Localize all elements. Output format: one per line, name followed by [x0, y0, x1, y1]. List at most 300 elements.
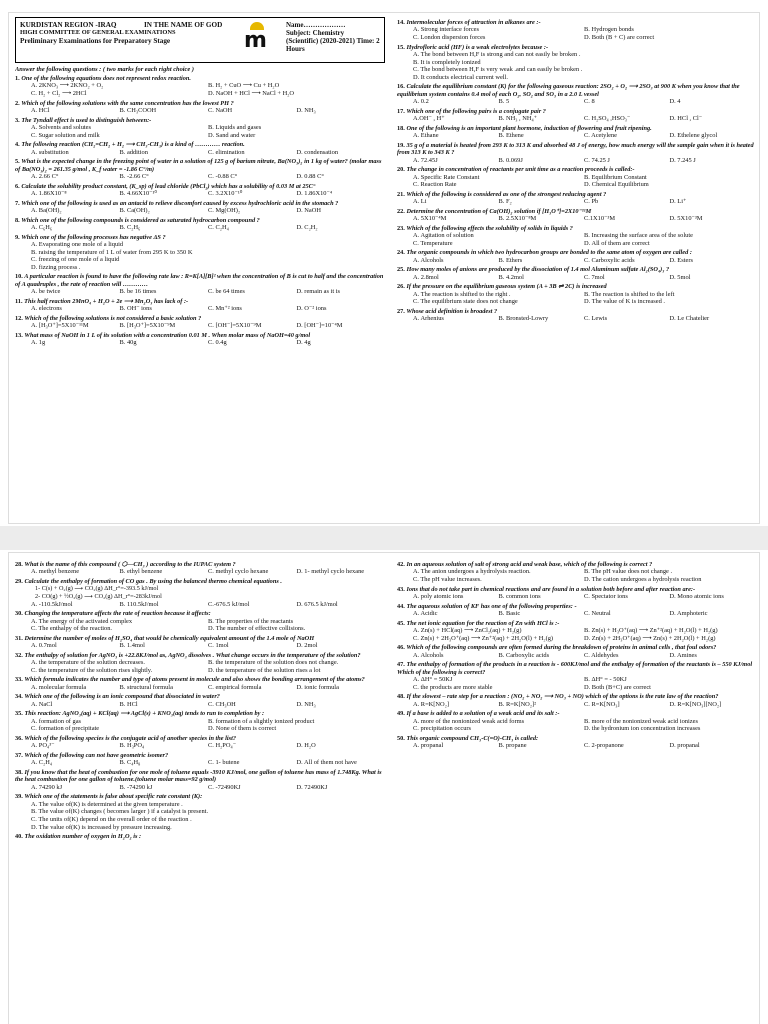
- answer-options: [397, 274, 755, 282]
- answer-option: B. common ions: [498, 593, 541, 600]
- question: [15, 75, 385, 98]
- answer-option: D. Esters: [669, 256, 693, 264]
- answer-option: D. All of them are correct: [584, 239, 650, 247]
- answer-option: A. 72.45J: [413, 156, 438, 164]
- question: [15, 676, 385, 691]
- answer-option: D. NaOH: [296, 207, 321, 214]
- question-text: [397, 586, 755, 593]
- answer-option: D. 4g: [296, 339, 311, 347]
- question-prompt: Determine the concentration of Ca(OH)₂ solution if [H₃O⁺]=2X10⁻¹¹M: [406, 207, 592, 215]
- question-text: [15, 141, 385, 148]
- question-text: [397, 308, 755, 315]
- question-text: [397, 693, 755, 700]
- answer-option: C. The units of(K) depend on the overall order of the reaction .: [31, 815, 192, 823]
- answer-option: B. H₂ + CuO ⟶ Cu + H₂O: [208, 82, 280, 90]
- question: [15, 100, 385, 115]
- answer-option: C. formation of precipitate: [31, 725, 100, 733]
- question-text: [397, 44, 755, 51]
- answer-option: B. Ethene: [498, 132, 524, 140]
- question-text: [15, 273, 385, 288]
- answer-options: [397, 198, 755, 206]
- question-number: 45.: [397, 619, 405, 627]
- answer-option: A. 5X10⁻⁴M: [413, 215, 447, 223]
- answer-option: C.1X10⁻³M: [584, 215, 616, 223]
- answer-option: A. Acidic: [413, 610, 438, 617]
- answer-option: C. NaOH: [208, 107, 233, 114]
- answer-options: [15, 322, 385, 330]
- question-prompt: Which formula indicates the number and type of atoms present in molecule and also shows the bonding arrangement of the atoms?: [24, 676, 365, 684]
- answer-option: C. London dispersion forces: [413, 34, 486, 41]
- answer-option: A. -110.5kJ/mol: [31, 600, 73, 608]
- question-prompt: Which one of the statements is false about specific rate constant (K):: [24, 793, 203, 801]
- answer-option: B. raising the temperature of 1 L of water from 295 K to 350 K: [31, 248, 193, 256]
- question-number: 22.: [397, 207, 405, 215]
- question-prompt: A particular reaction is found to have the following rate law : R=K[A][B]² when the concentration of B is cut to half and the concentration of A quadruples , the rate of reaction will …………: [15, 273, 384, 288]
- answer-option: B. The properties of the reactants: [208, 617, 294, 625]
- answer-option: B. ΔH° = - 50KJ: [584, 676, 627, 683]
- answer-option: A. Zn(s) + HCl(aq) ⟶ ZnCl₂(aq) + H₂(g): [413, 627, 522, 634]
- answer-options: [397, 157, 755, 165]
- answer-option: A. The value of(K) is determined at the given temperature .: [31, 800, 183, 808]
- question-prompt: If the pressure on the equilibrium gaseous system (A + 3B ⇌ 2C) is increased: [406, 283, 607, 291]
- answer-option: B. Zn(s) + H₃O⁺(aq) ⟶ Zn⁺²(aq) + H₂O(l) + H₂(g): [584, 627, 718, 634]
- question-text: [397, 735, 755, 742]
- question: [15, 315, 385, 330]
- question-text: [15, 833, 385, 840]
- answer-option: A. Specific Rate Constant: [413, 173, 480, 181]
- question-prompt: Which of the following solutions is not considered a basic solution ?: [24, 314, 202, 322]
- question-number: 37.: [15, 751, 23, 759]
- answer-option: A. poly atomic ions: [413, 593, 464, 600]
- answer-option: A. be twice: [31, 288, 61, 296]
- question: [397, 283, 755, 306]
- answer-option: A. ΔH° = 50KJ: [413, 676, 453, 683]
- answer-option: A. molecular formula: [31, 683, 87, 691]
- answer-option: A. 1g: [31, 339, 46, 347]
- answer-option: D. 1.86X10⁻⁴: [296, 190, 333, 197]
- answer-options: [15, 288, 385, 296]
- question-number: 29.: [15, 578, 23, 585]
- answer-options: [397, 568, 755, 583]
- answer-options: [397, 132, 755, 140]
- answer-option: B. Ca(OH)₂: [119, 207, 150, 214]
- answer-option: A. Solvents and solutes: [31, 124, 91, 131]
- answer-options: [397, 257, 755, 265]
- page-gap: [0, 526, 768, 550]
- question-text: [15, 769, 385, 784]
- answer-options: [15, 718, 385, 733]
- answer-options: [15, 149, 385, 157]
- answer-option: A. the temperature of the solution decreases.: [31, 659, 145, 667]
- year-time-label: (Scientific) (2020-2021) Time: 2 Hours: [286, 37, 380, 53]
- question: [397, 710, 755, 733]
- question-prompt: The organic compounds in which two hydrocarbon groups are bonded to the same atom of oxygen are called :: [406, 249, 692, 257]
- answer-option: A. 0.7mol: [31, 642, 57, 650]
- answer-option: D. 1- methyl cyclo hexane: [296, 568, 365, 576]
- answer-option: C. R=K[NO₃]: [584, 700, 620, 708]
- answer-option: B. 110.5kJ/mol: [119, 600, 159, 608]
- answer-options: [15, 107, 385, 115]
- question-number: 46.: [397, 644, 405, 652]
- instructions: Answer the following questions : ( two marks for each right choice ): [15, 66, 194, 73]
- answer-option: B. [H₃O⁺]=5X10⁻⁹M: [119, 322, 176, 330]
- question-number: 2.: [15, 99, 20, 107]
- question-list: [15, 75, 385, 347]
- answer-option: A. substitution: [31, 148, 69, 156]
- question-text: [397, 644, 755, 651]
- question: [397, 586, 755, 601]
- question-prompt: Which of the following can not have geometric isomer?: [24, 751, 169, 759]
- question-number: 16.: [397, 83, 405, 91]
- question-text: [397, 19, 755, 26]
- answer-option: D. It conducts electrical current well.: [413, 73, 508, 81]
- answer-option: C. Spectator ions: [584, 593, 628, 600]
- answer-option: C. Sugar solution and milk: [31, 131, 100, 139]
- answer-options: [397, 215, 755, 223]
- answer-options: [15, 801, 385, 831]
- answer-option: B. CH₃COOH: [119, 107, 157, 114]
- answer-option: D. Both (B+C) are correct: [584, 683, 651, 691]
- answer-option: A. 2.66 C°: [31, 173, 59, 180]
- answer-option: C. the products are more stable: [413, 683, 493, 691]
- answer-option: D. HCl , Cl⁻: [669, 115, 703, 123]
- question-number: 1.: [15, 75, 20, 82]
- answer-option: B. The reaction is shifted to the left: [584, 290, 675, 298]
- answer-option: C. H₂ + Cl₂ ⟶ 2HCl: [31, 90, 87, 97]
- answer-option: A. Li: [413, 198, 427, 206]
- answer-option: C. 74.25 J: [584, 156, 610, 164]
- question-prompt: Which one of the following compounds is considered as saturated hydrocarbon compound ?: [21, 216, 260, 224]
- answer-options: [15, 642, 385, 650]
- question-text: [15, 561, 385, 568]
- question: [15, 752, 385, 767]
- answer-options: [15, 742, 385, 750]
- question-text: [397, 710, 755, 717]
- question-number: 14.: [397, 19, 405, 26]
- answer-option: C. Mn⁺² ions: [208, 305, 242, 313]
- question-number: 21.: [397, 190, 405, 198]
- given-equation: 1- C(s) + O₂(g) ⟶ CO₂(g) ΔH_r°=-393.5 kJ/mol: [35, 585, 159, 593]
- answer-option: B. R=K[NO₂]²: [498, 700, 537, 708]
- answer-option: A. methyl benzene: [31, 568, 80, 576]
- answer-option: B. Ethers: [498, 256, 523, 264]
- question: [397, 191, 755, 206]
- answer-option: C. 1- butene: [208, 759, 240, 767]
- question-number: 32.: [15, 651, 23, 659]
- question-text: [397, 208, 755, 215]
- answer-options: [397, 742, 755, 750]
- answer-option: B. The value of(K) changes ( becomes larger ) if a catalyst is present.: [31, 808, 209, 816]
- question-prompt: Which one of the following processes has negative ΔS ?: [21, 233, 166, 241]
- question-text: [15, 75, 385, 82]
- answer-options: [15, 339, 385, 347]
- question-prompt: Calculate the enthalpy of formation of CO gas . By using the balanced thermo chemical equations .: [24, 578, 282, 585]
- question-text: [15, 234, 385, 241]
- question-list: [397, 19, 755, 323]
- question: [15, 298, 385, 313]
- answer-option: B. Bronsted-Lowry: [498, 315, 549, 323]
- question: [15, 273, 385, 295]
- question-text: [397, 249, 755, 256]
- question: [15, 217, 385, 232]
- question-prompt: What mass of NaOH in 1 L of its solution with a concentration 0.01 M . When molar mass of NaOH=40 g/mol: [24, 331, 311, 339]
- answer-options: [15, 124, 385, 139]
- page2-left-column: [15, 559, 385, 1022]
- answer-option: C. H₂PO₄⁻: [208, 742, 237, 750]
- answer-option: B. 2.5X10⁻⁸M: [498, 215, 537, 223]
- answer-option: A. formation of gas: [31, 717, 82, 725]
- answer-option: D. 4: [669, 98, 681, 106]
- question: [397, 108, 755, 123]
- question-number: 11.: [15, 297, 23, 305]
- answer-option: D. Sand and water: [208, 131, 256, 139]
- answer-option: D. 0.88 C°: [296, 173, 324, 180]
- answer-option: A. Alcohols: [413, 256, 444, 264]
- question: [15, 234, 385, 272]
- question-number: 4.: [15, 141, 20, 149]
- question-text: [397, 225, 755, 232]
- given-equation: 2- CO(g) + ½O₂(g) ⟶ CO₂(g) ΔH_r°=-283kJ/mol: [35, 593, 162, 600]
- answer-option: D. None of them is correct: [208, 725, 277, 733]
- answer-option: B. propane: [498, 742, 527, 750]
- answer-option: C. Neutral: [584, 610, 611, 617]
- answer-option: C. Lewis: [584, 315, 608, 323]
- question: [397, 603, 755, 618]
- answer-option: D. condensation: [296, 148, 339, 156]
- question-prompt: The enthalpy of formation of the products in a reaction is - 600KJ/mol and the enthalpy of formation of the reactants is – 550 KJ/mol Which of the following is correct?: [397, 661, 753, 676]
- question-number: 31.: [15, 634, 23, 642]
- answer-options: [15, 568, 385, 576]
- question: [15, 141, 385, 156]
- question-number: 44.: [397, 602, 405, 610]
- committee-title: HIGH COMMITTEE OF GENERAL EXAMINATIONS: [20, 29, 176, 36]
- answer-options: [397, 291, 755, 306]
- question-prompt: One of the following is an important plant hormone, induction of flowering and fruit ripening.: [406, 124, 652, 132]
- question-text: [15, 793, 385, 800]
- question-number: 15.: [397, 43, 405, 51]
- page1-right-column: [397, 17, 755, 521]
- question-prompt: The Tyndall effect is used to distinguish between:-: [21, 116, 152, 124]
- answer-option: D. 5X10⁻³M: [669, 215, 703, 223]
- question: [397, 266, 755, 281]
- question-prompt: Ions that do not take part in chemical reactions and are found in a solution both before and after reaction are:-: [406, 585, 696, 593]
- question-number: 9.: [15, 233, 20, 241]
- question-number: 12.: [15, 314, 23, 322]
- question-text: [15, 315, 385, 322]
- answer-options: [15, 618, 385, 633]
- answer-options: [15, 305, 385, 313]
- answer-option: D. Li⁺: [669, 198, 687, 206]
- answer-option: A. Agitation of solution: [413, 232, 474, 240]
- answer-option: D. ionic formula: [296, 683, 339, 691]
- answer-option: D. 5mol: [669, 273, 691, 281]
- question-list: [397, 561, 755, 750]
- answer-option: C. Aldehydes: [584, 651, 619, 659]
- question-prompt: Intermolecular forces of attraction in alkanes are :-: [406, 19, 541, 26]
- question-prompt: Calculate the solubility product constant, (K_sp) of lead chloride (PbCl₂) which has a solubility of 0.03 M at 25C°: [21, 182, 316, 190]
- answer-option: C. -0.88 C°: [208, 173, 238, 180]
- question: [15, 693, 385, 708]
- answer-option: A. HCl: [31, 107, 50, 114]
- answer-option: A. Ethane: [413, 132, 439, 140]
- question: [15, 183, 385, 198]
- answer-option: C. [OH⁻]=5X10⁻⁹M: [208, 322, 262, 330]
- question-text: [397, 603, 755, 610]
- answer-option: A. 2.8mol: [413, 273, 439, 281]
- answer-option: C. Pb: [584, 198, 599, 206]
- question-number: 19.: [397, 141, 405, 149]
- answer-options: [15, 784, 385, 792]
- answer-option: A. electrons: [31, 305, 62, 313]
- question-number: 34.: [15, 693, 23, 701]
- question: [15, 158, 385, 180]
- question-prompt: Which one of the following is used as an antacid to relieve discomfort caused by excess hydrochloric acid in the stomach ?: [21, 199, 339, 207]
- question-text: [15, 217, 385, 224]
- question: [397, 142, 755, 164]
- answer-option: D. Amines: [669, 651, 697, 659]
- question-prompt: What is the name of this compound ( ⬡—CH₃ ) according to the IUPAC system ?: [24, 561, 236, 568]
- question: [397, 308, 755, 323]
- answer-options: [15, 224, 385, 232]
- answer-option: A. 0.2: [413, 98, 429, 106]
- answer-option: C. 2-propanone: [584, 742, 624, 750]
- answer-option: C. Acetylene: [584, 132, 618, 140]
- answer-option: D. NaOH + HCl ⟶ NaCl + H₂O: [208, 90, 295, 97]
- question-prompt: Changing the temperature affects the rate of reaction because it affects:: [24, 610, 211, 618]
- answer-option: C. 1mol: [208, 642, 229, 650]
- answer-option: D. The number of effective collisions.: [208, 625, 306, 633]
- question-prompt: The change in concentration of reactants per unit time as a reaction proceeds is called:-: [406, 166, 635, 174]
- answer-option: A. 2KNO₃ ⟶ 2KNO₂ + O₂: [31, 82, 104, 90]
- question: [397, 620, 755, 643]
- answer-option: B. Hydrogen bonds: [584, 26, 634, 34]
- answer-option: C. C₂H₄: [208, 224, 229, 231]
- question-text: [15, 693, 385, 700]
- answer-option: B. formation of a slightly ionized product: [208, 717, 315, 725]
- question-prompt: Which of the following compounds are often formed during the breakdown of proteins in animal cells , that foul odors?: [406, 644, 717, 652]
- answer-option: A. Strong interface forces: [413, 26, 480, 34]
- answer-option: B. 40g: [119, 339, 137, 347]
- answer-option: A.OH⁻ , H⁺: [413, 115, 445, 123]
- answer-option: B. -74290 kJ: [119, 783, 153, 791]
- answer-options: [397, 676, 755, 691]
- answer-option: C. The pH value increases.: [413, 576, 482, 583]
- question-list: [15, 561, 385, 841]
- question-prompt: The following reaction (CH₂=CH₂ + H₂ ⟶ CH₃-CH₃) is a kind of ………… reaction.: [21, 141, 245, 149]
- question-text: [397, 266, 755, 273]
- answer-options: [15, 684, 385, 692]
- question-prompt: If the slowest – rate step for a reaction : (NO₂ + NO₂ ⟶ NO₃ + NO) which of the options is the rate law of the reaction?: [406, 693, 719, 701]
- answer-option: D. O⁻² ions: [296, 305, 327, 313]
- answer-option: B. the temperature of the solution does not change.: [208, 659, 339, 667]
- question-prompt: One of the following equations does not represent redox reaction.: [21, 75, 191, 82]
- question-number: 50.: [397, 734, 405, 742]
- exam-page-1: [8, 12, 760, 524]
- answer-option: A. C₆H₆: [31, 224, 53, 231]
- answer-options: [397, 718, 755, 733]
- answer-option: B. 4.66X10⁻¹⁰: [119, 190, 157, 197]
- question-number: 7.: [15, 199, 20, 207]
- question-prompt: Which one of the following pairs is a conjugate pair ?: [406, 107, 546, 115]
- answer-option: D. All of them not have: [296, 759, 357, 767]
- answer-option: D. The value of K is increased .: [584, 298, 665, 306]
- question-prompt: The net ionic equation for the reaction of Zn with HCl is :-: [406, 619, 560, 627]
- answer-option: D. Chemical Equilibrium: [584, 181, 649, 189]
- answer-option: C. The equilibrium state does not change: [413, 298, 518, 306]
- answer-option: A. [H₃O⁺]=5X10⁻¹¹M: [31, 322, 89, 330]
- question-number: 35.: [15, 710, 23, 718]
- question-number: 43.: [397, 585, 405, 593]
- answer-option: B. structural formula: [119, 683, 173, 691]
- answer-option: A. The energy of the activated complex: [31, 617, 133, 625]
- answer-options: [397, 115, 755, 123]
- question: [397, 249, 755, 264]
- answer-option: B. C₂H₆: [119, 224, 141, 231]
- answer-option: B. 1.4mol: [119, 642, 145, 650]
- question-text: [15, 298, 385, 305]
- question-prompt: What is the expected change in the freezing point of water in a solution of 125 g of barium nitrate, Ba(NO₃)₂ in 1 kg of water? (molar mass of Ba(NO₃)₂ = 261.35 g/mol , K_f water = -1.86 C°/m): [15, 158, 382, 173]
- answer-options: [15, 82, 385, 97]
- answer-option: C. CH₃OH: [208, 700, 236, 708]
- question-prompt: Which one of the following is an ionic compound that dissociated in water?: [24, 693, 220, 701]
- answer-options: [15, 207, 385, 215]
- answer-options: [397, 174, 755, 189]
- answer-option: C. 8: [584, 98, 595, 106]
- question-text: [15, 735, 385, 742]
- question-prompt: If a base is added to a solution of a weak acid and its salt :-: [406, 710, 560, 718]
- question-prompt: 35 g of a material is heated from 293 K to 313 K and absorbed 48 J of energy, how much energy will the sample gain when it is heated from 313 K to 343 K ?: [397, 141, 754, 157]
- region-title: KURDISTAN REGION -IRAQ: [20, 21, 117, 29]
- answer-options: [15, 190, 385, 198]
- answer-option: B. Basic: [498, 610, 521, 617]
- answer-option: D. 2mol: [296, 642, 318, 650]
- question-text: [15, 710, 385, 717]
- answer-option: B. H₃PO₄: [119, 742, 145, 750]
- question-text: [397, 83, 755, 98]
- answer-option: C. Reaction Rate: [413, 181, 457, 189]
- question: [397, 644, 755, 659]
- answer-option: D. C₂H₂: [296, 224, 318, 231]
- question-number: 20.: [397, 166, 405, 174]
- answer-option: D. NH₃: [296, 107, 316, 114]
- answer-option: C. Carboxylic acids: [584, 256, 635, 264]
- question: [15, 793, 385, 831]
- question-number: 13.: [15, 331, 23, 339]
- question-text: [15, 200, 385, 207]
- question-text: [15, 676, 385, 683]
- answer-option: B. 5: [498, 98, 510, 106]
- answer-option: A. C₂H₄: [31, 759, 53, 767]
- answer-option: B. addition: [119, 148, 148, 156]
- answer-options: [15, 173, 385, 181]
- answer-option: C. elimination: [208, 148, 245, 156]
- question-text: [15, 578, 385, 585]
- question-number: 5.: [15, 158, 20, 166]
- answer-option: B. OH⁻ ions: [119, 305, 152, 313]
- answer-option: D. remain as it is: [296, 288, 340, 296]
- question: [397, 44, 755, 82]
- question: [15, 332, 385, 347]
- answer-options: [15, 241, 385, 271]
- exam-header: [15, 17, 385, 63]
- question-number: 42.: [397, 561, 405, 568]
- question-text: [15, 752, 385, 759]
- answer-options: [397, 701, 755, 709]
- question-prompt: In an aqueous solution of salt of strong acid and weak base, which of the following is correct ?: [406, 561, 653, 568]
- question-prompt: Which of the following solutions with the same concentration has the lowest PH ?: [21, 99, 234, 107]
- question-number: 47.: [397, 661, 405, 669]
- answer-options: [15, 601, 385, 609]
